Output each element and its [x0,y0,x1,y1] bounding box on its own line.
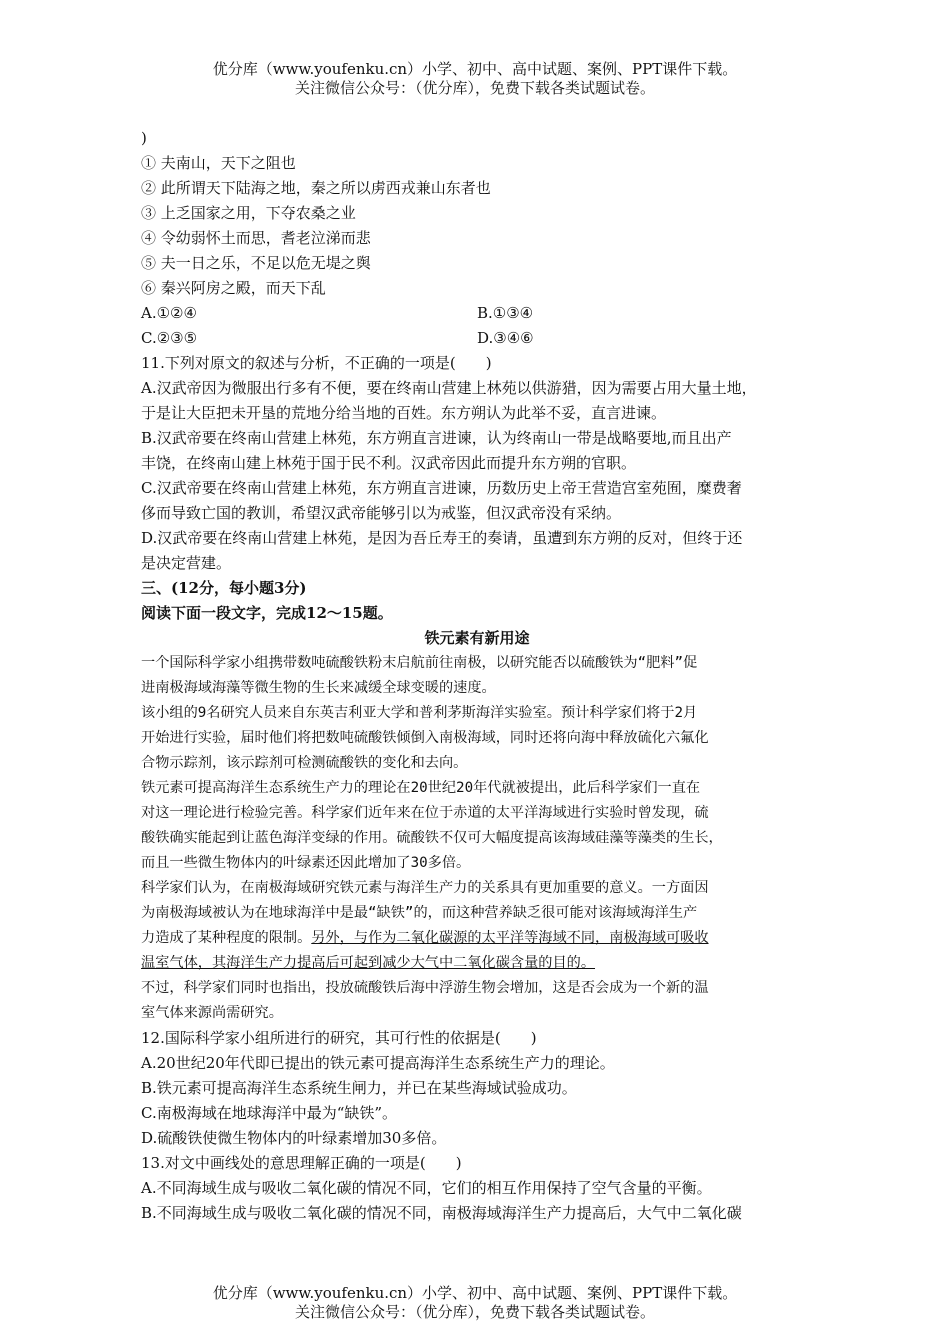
paragraph-line [141,951,813,976]
page-footer [0,1284,950,1322]
q11-option-b-cont: 丰饶，在终南山建上林苑于国于民不利。汉武帝因此而提升东方朔的官职。 [141,454,637,472]
q12-option-c: C.南极海域在地球海洋中最为“缺铁”。 [141,1104,398,1122]
q10-item: ③ 上乏国家之用，下夺农桑之业 [141,204,356,222]
paragraph-line: 不过，科学家们同时也指出，投放硫酸铁后海中浮游生物会增加，这是否会成为一个新的温 [141,980,709,996]
paragraph-line: 铁元素可提高海洋生态系统生产力的理论在20世纪20年代就被提出，此后科学家们一直在 [141,780,701,796]
q11-option-d-cont: 是决定营建。 [141,554,232,572]
paragraph-line: 为南极海域被认为在地球海洋中是最“缺铁”的，而这种营养缺乏很可能对该海域海洋生产 [141,905,698,921]
q13-stem: 13.对文中画线处的意思理解正确的一项是( ) [141,1154,462,1172]
footer-line-1: 优分库（www.youfenku.cn）小学、初中、高中试题、案例、PPT课件下载。 [212,1284,738,1302]
q11-option-c-cont: 侈而导致亡国的教训，希望汉武帝能够引以为戒鉴，但汉武帝没有采纳。 [141,504,622,522]
underlined-text: 另外，与作为二氧化碳源的太平洋等海域不同，南极海域可吸收 [311,930,709,946]
paragraph-line: 进南极海域海藻等微生物的生长来减缓全球变暖的速度。 [141,680,496,696]
underlined-text: 温室气体，其海洋生产力提高后可起到减少大气中二氧化碳含量的目的。 [141,955,596,971]
q10-option-a: A.①②④ [141,304,197,322]
q11-option-a-cont: 于是让大臣把未开垦的荒地分给当地的百姓。东方朔认为此举不妥，直言进谏。 [141,404,667,422]
q13-option-b: B.不同海域生成与吸收二氧化碳的情况不同，南极海域海洋生产力提高后，大气中二氧化碳 [141,1204,742,1222]
section-instruction: 阅读下面一段文字，完成12～15题。 [141,604,393,622]
q13-option-a: A.不同海域生成与吸收二氧化碳的情况不同，它们的相互作用保持了空气含量的平衡。 [141,1179,712,1197]
paragraph-text: 力造成了某种程度的限制。 [141,930,312,946]
q10-option-b: B.①③④ [477,304,534,322]
q12-option-b: B.铁元素可提高海洋生态系统生闸力，并已在某些海域试验成功。 [141,1079,577,1097]
q10-item: ④ 令幼弱怀土而思，耆老泣涕而悲 [141,229,371,247]
q11-option-b: B.汉武帝要在终南山营建上林苑，东方朔直言进谏，认为终南山一带是战略要地,而且出产 [141,429,732,447]
paragraph-line [141,926,813,951]
section-heading: 三、(12分，每小题3分) [141,579,307,597]
paragraph-line: 该小组的9名研究人员来自东英吉利亚大学和普利茅斯海洋实验室。预计科学家们将于2月 [141,705,698,721]
q10-item: ⑥ 秦兴阿房之殿，而天下乱 [141,279,326,297]
article-text [141,651,813,1026]
paragraph-line: 酸铁确实能起到让蓝色海洋变绿的作用。硫酸铁不仅可大幅度提高该海域硅藻等藻类的生长， [141,830,723,846]
footer-line-2: 关注微信公众号：（优分库），免费下载各类试题试卷。 [294,1303,655,1321]
q10-item: ① 夫南山，天下之阻也 [141,154,296,172]
q11-option-c: C.汉武帝要在终南山营建上林苑，东方朔直言进谏，历数历史上帝王营造宫室苑囿，糜费奢 [141,479,742,497]
paragraph-line: 科学家们认为，在南极海域研究铁元素与海洋生产力的关系具有更加重要的意义。一方面因 [141,880,709,896]
q10-options-row [141,301,813,326]
header-line-1: 优分库（www.youfenku.cn）小学、初中、高中试题、案例、PPT课件下载。 [212,60,738,78]
paragraph-line: 合物示踪剂，该示踪剂可检测硫酸铁的变化和去向。 [141,755,468,771]
q11-stem: 11.下列对原文的叙述与分析，不正确的一项是( ) [141,354,492,372]
article-title: 铁元素有新用途 [424,629,530,647]
q10-option-c: C.②③⑤ [141,329,198,347]
q11-option-d: D.汉武帝要在终南山营建上林苑，是因为吾丘寿王的奏请，虽遭到东方朔的反对，但终于还 [141,529,743,547]
header-line-2: 关注微信公众号：（优分库），免费下载各类试题试卷。 [294,79,655,97]
paragraph-line: 一个国际科学家小组携带数吨硫酸铁粉末启航前往南极，以研究能否以硫酸铁为“肥料”促 [141,655,698,671]
q10-item: ⑤ 夫一日之乐，不足以危无堤之舆 [141,254,371,272]
q10-option-d: D.③④⑥ [477,329,534,347]
q12-stem: 12.国际科学家小组所进行的研究，其可行性的依据是( ) [141,1029,537,1047]
paragraph-line: 对这一理论进行检验完善。科学家们近年来在位于赤道的太平洋海域进行实验时曾发现，硫 [141,805,709,821]
q12-option-d: D.硫酸铁使微生物体内的叶绿素增加30多倍。 [141,1129,447,1147]
document-body [141,126,813,1226]
page-header [0,60,950,98]
q12-option-a: A.20世纪20年代即已提出的铁元素可提高海洋生态系统生产力的理论。 [141,1054,615,1072]
q10-item: ② 此所谓天下陆海之地，秦之所以虏西戎兼山东者也 [141,179,491,197]
paragraph-line: 室气体来源尚需研究。 [141,1005,283,1021]
paragraph-line: 开始进行实验，届时他们将把数吨硫酸铁倾倒入南极海域，同时还将向海中释放硫化六氟化 [141,730,709,746]
q11-option-a: A.汉武帝因为微服出行多有不便，要在终南山营建上林苑以供游猎，因为需要占用大量土地， [141,379,757,397]
q10-tail: ) [141,129,147,147]
q10-options-row [141,326,813,351]
paragraph-line: 而且一些微生物体内的叶绿素还因此增加了30多倍。 [141,855,471,871]
